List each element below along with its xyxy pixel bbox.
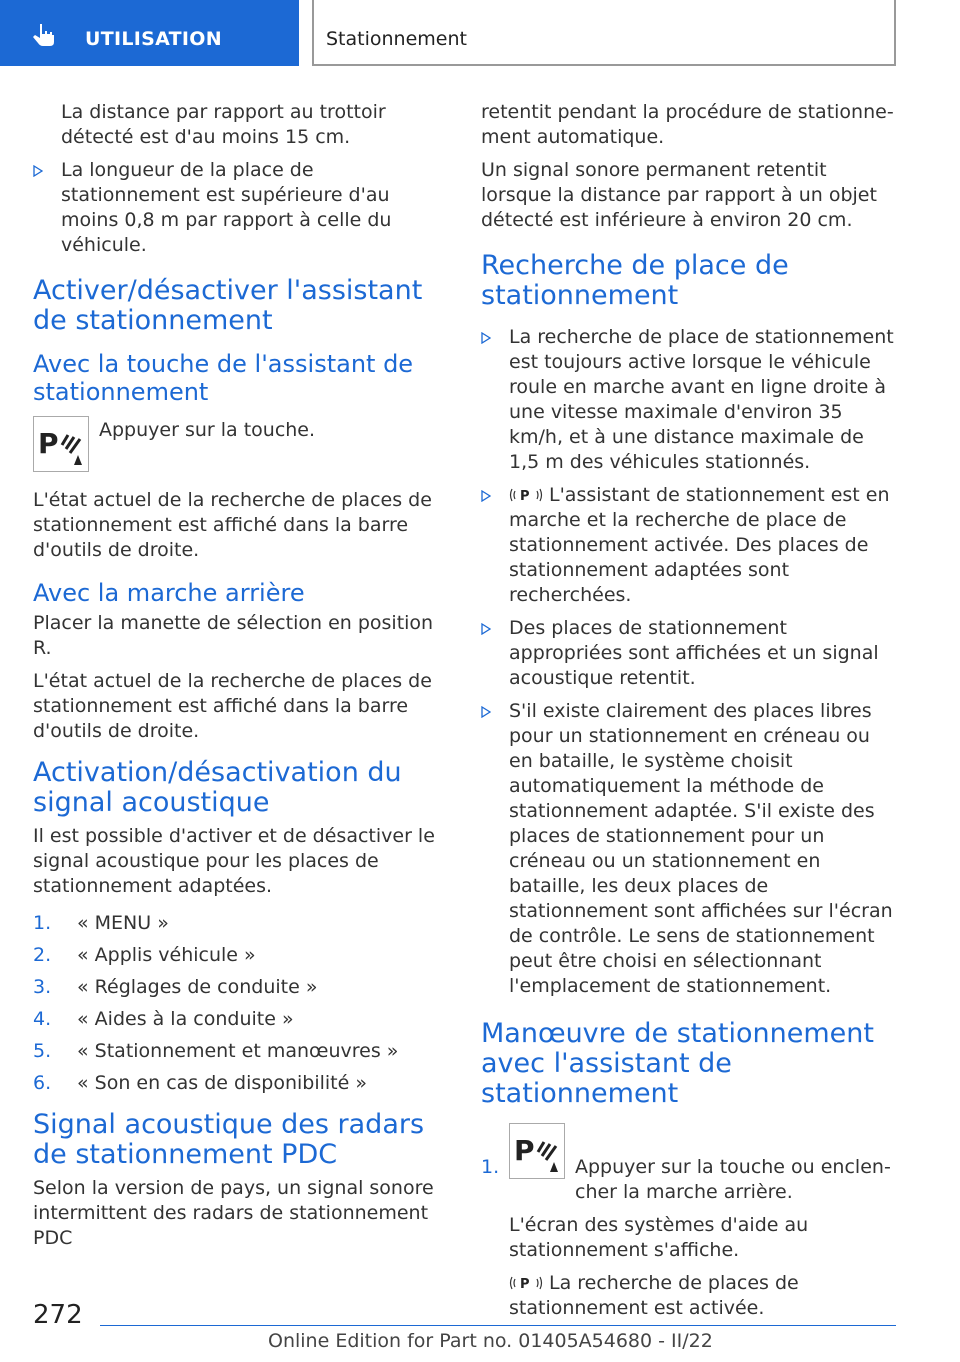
menu-steps-list	[33, 911, 447, 1096]
triangle-bullet-icon	[481, 623, 491, 635]
list-item: 4. « Aides à la conduite »	[33, 1008, 294, 1030]
parking-assistant-button-icon	[33, 416, 89, 472]
step-text: Appuyer sur la touche ou enclencher la marche arrière.	[575, 1156, 891, 1203]
parking-search-icon	[509, 1274, 543, 1292]
button-instruction	[33, 416, 447, 476]
triangle-bullet-icon	[481, 490, 491, 502]
bullet-item	[481, 325, 897, 475]
svg-text:P: P	[514, 1134, 535, 1167]
bullet-text: La longueur de la place de stationnement est supérieure d'au moins 0,8 m par rapport à celle du véhicule.	[61, 159, 392, 256]
heading-maneuver: Manœuvre de stationnement avec l'assistant de stationnement	[481, 1018, 874, 1109]
paragraph: La distance par rapport au trottoir détecté est d'au moins 15 cm.	[61, 101, 386, 148]
parking-search-icon	[509, 486, 543, 504]
bullet-text: La recherche de place de stationnement est toujours active lorsque le véhicule roule en marche avant en ligne droite à une vitesse maximale d'environ 35 km/h, et à une distance maximale de 1,5 m des véhicules stationnés.	[509, 326, 894, 473]
hand-pointer-icon	[30, 22, 60, 48]
svg-text:P: P	[520, 489, 530, 504]
triangle-bullet-icon	[481, 706, 491, 718]
triangle-bullet-icon	[481, 332, 491, 344]
triangle-bullet-icon	[33, 165, 43, 177]
heading-pdc: Signal acoustique des radars de stationnement PDC	[33, 1109, 425, 1170]
bullet-item	[481, 483, 897, 608]
paragraph: L'écran des systèmes d'aide au stationnement s'affiche.	[509, 1214, 809, 1261]
paragraph: Il est possible d'activer et de désactiver le signal acoustique pour les places de stationnement adaptées.	[33, 825, 435, 897]
bullet-text: S'il existe clairement des places libres pour un stationnement en créneau ou en bataille, le système choisit automatiquement la méthode de stationnement adaptée. S'il existe des places de stationnement pour un créneau ou un stationnement en bataille, les deux places de stationnement sont affichées sur l'écran de contrôle. Le sens de stationnement peut être choisi en sélectionnant l'emplacement de stationnement.	[509, 700, 893, 997]
svg-text:P: P	[38, 427, 59, 460]
svg-text:P: P	[520, 1277, 530, 1292]
bullet-text: Des places de stationnement appropriées sont affichées et un signal acoustique retentit.	[509, 617, 879, 689]
bullet-item	[481, 699, 897, 999]
footer-edition: Online Edition for Part no. 01405A54680 - II/22	[268, 1330, 713, 1352]
heading-reverse: Avec la marche arrière	[33, 579, 305, 607]
step-number: 1.	[481, 1156, 500, 1178]
paragraph: Un signal sonore permanent retentit lorsque la distance par rapport à un objet détecté est inférieure à environ 20 cm.	[481, 159, 877, 231]
paragraph: P La recherche de places de stationnement est activée.	[509, 1272, 799, 1319]
button-instruction-text: Appuyer sur la touche.	[99, 419, 316, 441]
maneuver-step	[481, 1123, 897, 1321]
list-item: 1. « MENU »	[33, 912, 169, 934]
list-item: 5. « Stationnement et manœuvres »	[33, 1040, 399, 1062]
right-column	[481, 100, 897, 1329]
heading-activate: Activer/désactiver l'assistant de stationnement	[33, 275, 423, 336]
list-item: 6. « Son en cas de disponibilité »	[33, 1072, 367, 1094]
bullet-item	[481, 616, 897, 691]
heading-signal: Activation/désactivation du signal acoustique	[33, 757, 402, 818]
heading-search: Recherche de place de stationnement	[481, 250, 789, 311]
paragraph: Placer la manette de sélection en position R.	[33, 612, 434, 659]
section-label: UTILISATION	[85, 28, 222, 50]
footer-rule	[100, 1325, 896, 1326]
bullet-item	[33, 158, 447, 258]
parking-assistant-button-icon	[509, 1123, 565, 1179]
page-number: 272	[33, 1300, 83, 1330]
list-item: 3. « Réglages de conduite »	[33, 976, 318, 998]
heading-button: Avec la touche de l'assistant de stationnement	[33, 350, 414, 406]
bullet-text: L'assistant de stationnement est en marche et la recherche de place de stationnement activée. Des places de stationnement adaptées sont recherchées.	[509, 484, 890, 606]
section-tab	[0, 0, 299, 66]
list-item: 2. « Applis véhicule »	[33, 944, 256, 966]
paragraph: Selon la version de pays, un signal sonore intermittent des radars de stationnement PDC	[33, 1177, 434, 1249]
paragraph: L'état actuel de la recherche de places de stationnement est affiché dans la barre d'outils de droite.	[33, 489, 432, 561]
page-title: Stationnement	[326, 28, 467, 50]
paragraph: retentit pendant la procédure de stationnement automatique.	[481, 101, 894, 148]
left-column	[33, 100, 447, 1259]
paragraph: L'état actuel de la recherche de places de stationnement est affiché dans la barre d'outils de droite.	[33, 670, 432, 742]
